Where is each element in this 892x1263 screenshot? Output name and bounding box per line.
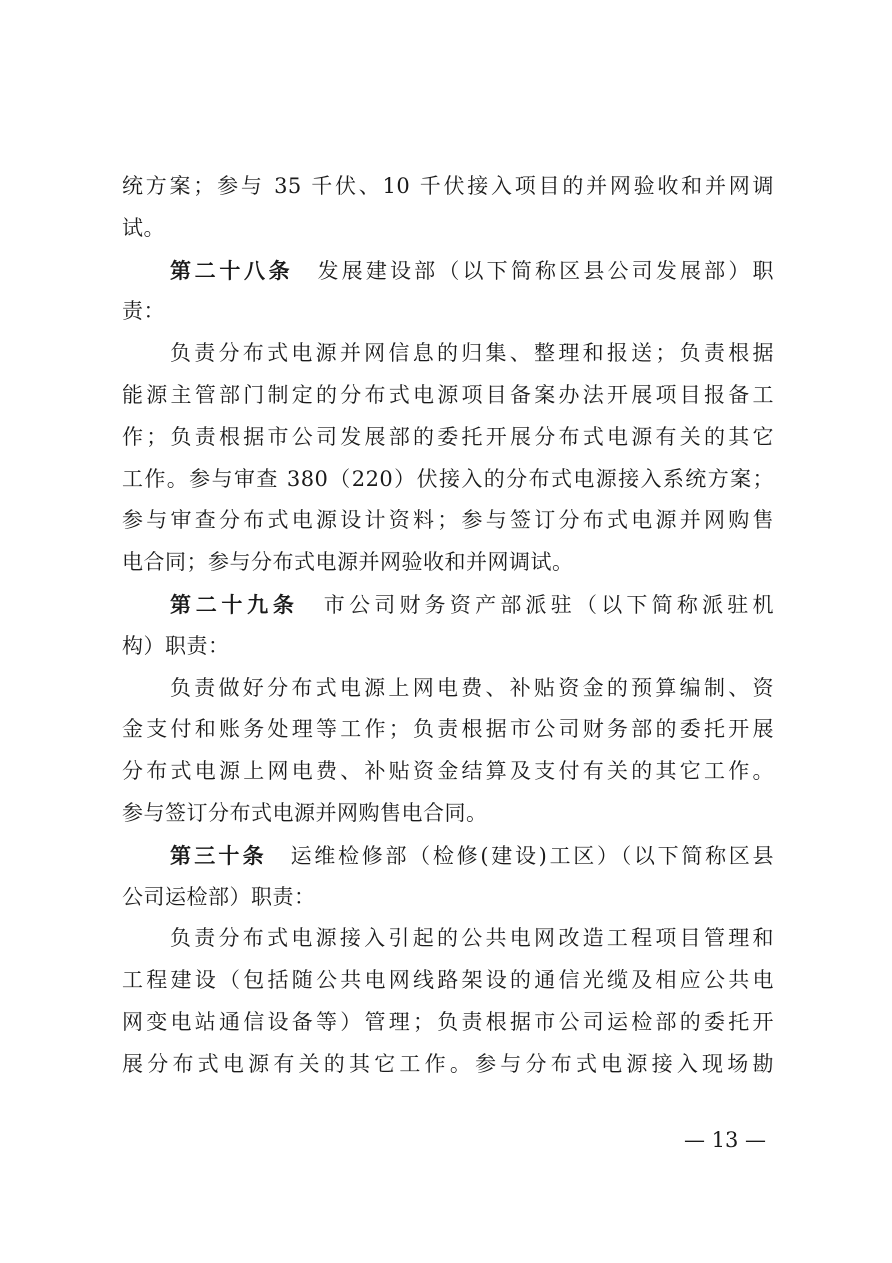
text-line: [122, 459, 774, 501]
line-text: 作；负责根据市公司发展部的委托开展分布式电源有关的其它: [122, 424, 774, 449]
line-text: 统方案；参与 35 千伏、10 千伏接入项目的并网验收和并网调: [122, 174, 774, 198]
text-line: [122, 1002, 774, 1044]
line-text: 网变电站通信设备等）管理；负责根据市公司运检部的委托开: [122, 1009, 774, 1034]
article-heading-line: [122, 250, 774, 292]
line-text: 公司运检部）职责：: [122, 884, 316, 909]
text-line: [122, 542, 774, 584]
article-heading-line: [122, 584, 774, 626]
line-text: 工作。参与审查 380（220）伏接入的分布式电源接入系统方案；: [122, 466, 774, 491]
text-line: [122, 417, 774, 459]
line-text: 工程建设（包括随公共电网线路架设的通信光缆及相应公共电: [122, 968, 774, 993]
line-text: 试。: [122, 215, 165, 240]
article-title: 第二十八条: [170, 257, 294, 283]
line-text: 电合同；参与分布式电源并网验收和并网调试。: [122, 550, 574, 575]
line-text: 参与审查分布式电源设计资料；参与签订分布式电源并网购售: [122, 508, 774, 533]
line-text: 负责做好分布式电源上网电费、补贴资金的预算编制、资: [170, 675, 774, 700]
line-text: 市公司财务资产部派驻（以下简称派驻机: [298, 592, 775, 617]
line-text: 能源主管部门制定的分布式电源项目备案办法开展项目报备工: [122, 382, 774, 407]
line-text: 运维检修部（检修(建设)工区）（以下简称区县: [266, 843, 775, 868]
line-text: 负责分布式电源接入引起的公共电网改造工程项目管理和: [170, 926, 774, 951]
text-line: [122, 333, 774, 375]
text-line: [122, 709, 774, 751]
line-text: 金支付和账务处理等工作；负责根据市公司财务部的委托开展: [122, 717, 774, 742]
text-line: [122, 1044, 774, 1086]
line-text: 负责分布式电源并网信息的归集、整理和报送；负责根据: [170, 341, 774, 366]
text-line: [122, 877, 774, 919]
text-line: [122, 166, 774, 208]
article-heading-line: [122, 835, 774, 877]
text-line: [122, 668, 774, 710]
body-text: [122, 166, 774, 1086]
text-line: [122, 375, 774, 417]
line-text: 展分布式电源有关的其它工作。参与分布式电源接入现场勘: [122, 1051, 774, 1076]
text-line: [122, 918, 774, 960]
text-line: [122, 751, 774, 793]
text-line: [122, 208, 774, 250]
text-line: [122, 626, 774, 668]
text-line: [122, 960, 774, 1002]
line-text: 参与签订分布式电源并网购售电合同。: [122, 800, 488, 825]
text-line: [122, 793, 774, 835]
page-number: — 13 —: [683, 1128, 767, 1152]
line-text: 构）职责：: [122, 633, 230, 658]
article-title: 第三十条: [170, 842, 267, 868]
article-title: 第二十九条: [170, 591, 299, 617]
text-line: [122, 500, 774, 542]
text-line: [122, 291, 774, 333]
line-text: 发展建设部（以下简称区县公司发展部）职: [293, 258, 775, 283]
line-text: 分布式电源上网电费、补贴资金结算及支付有关的其它工作。: [122, 759, 774, 784]
line-text: 责：: [122, 299, 165, 324]
